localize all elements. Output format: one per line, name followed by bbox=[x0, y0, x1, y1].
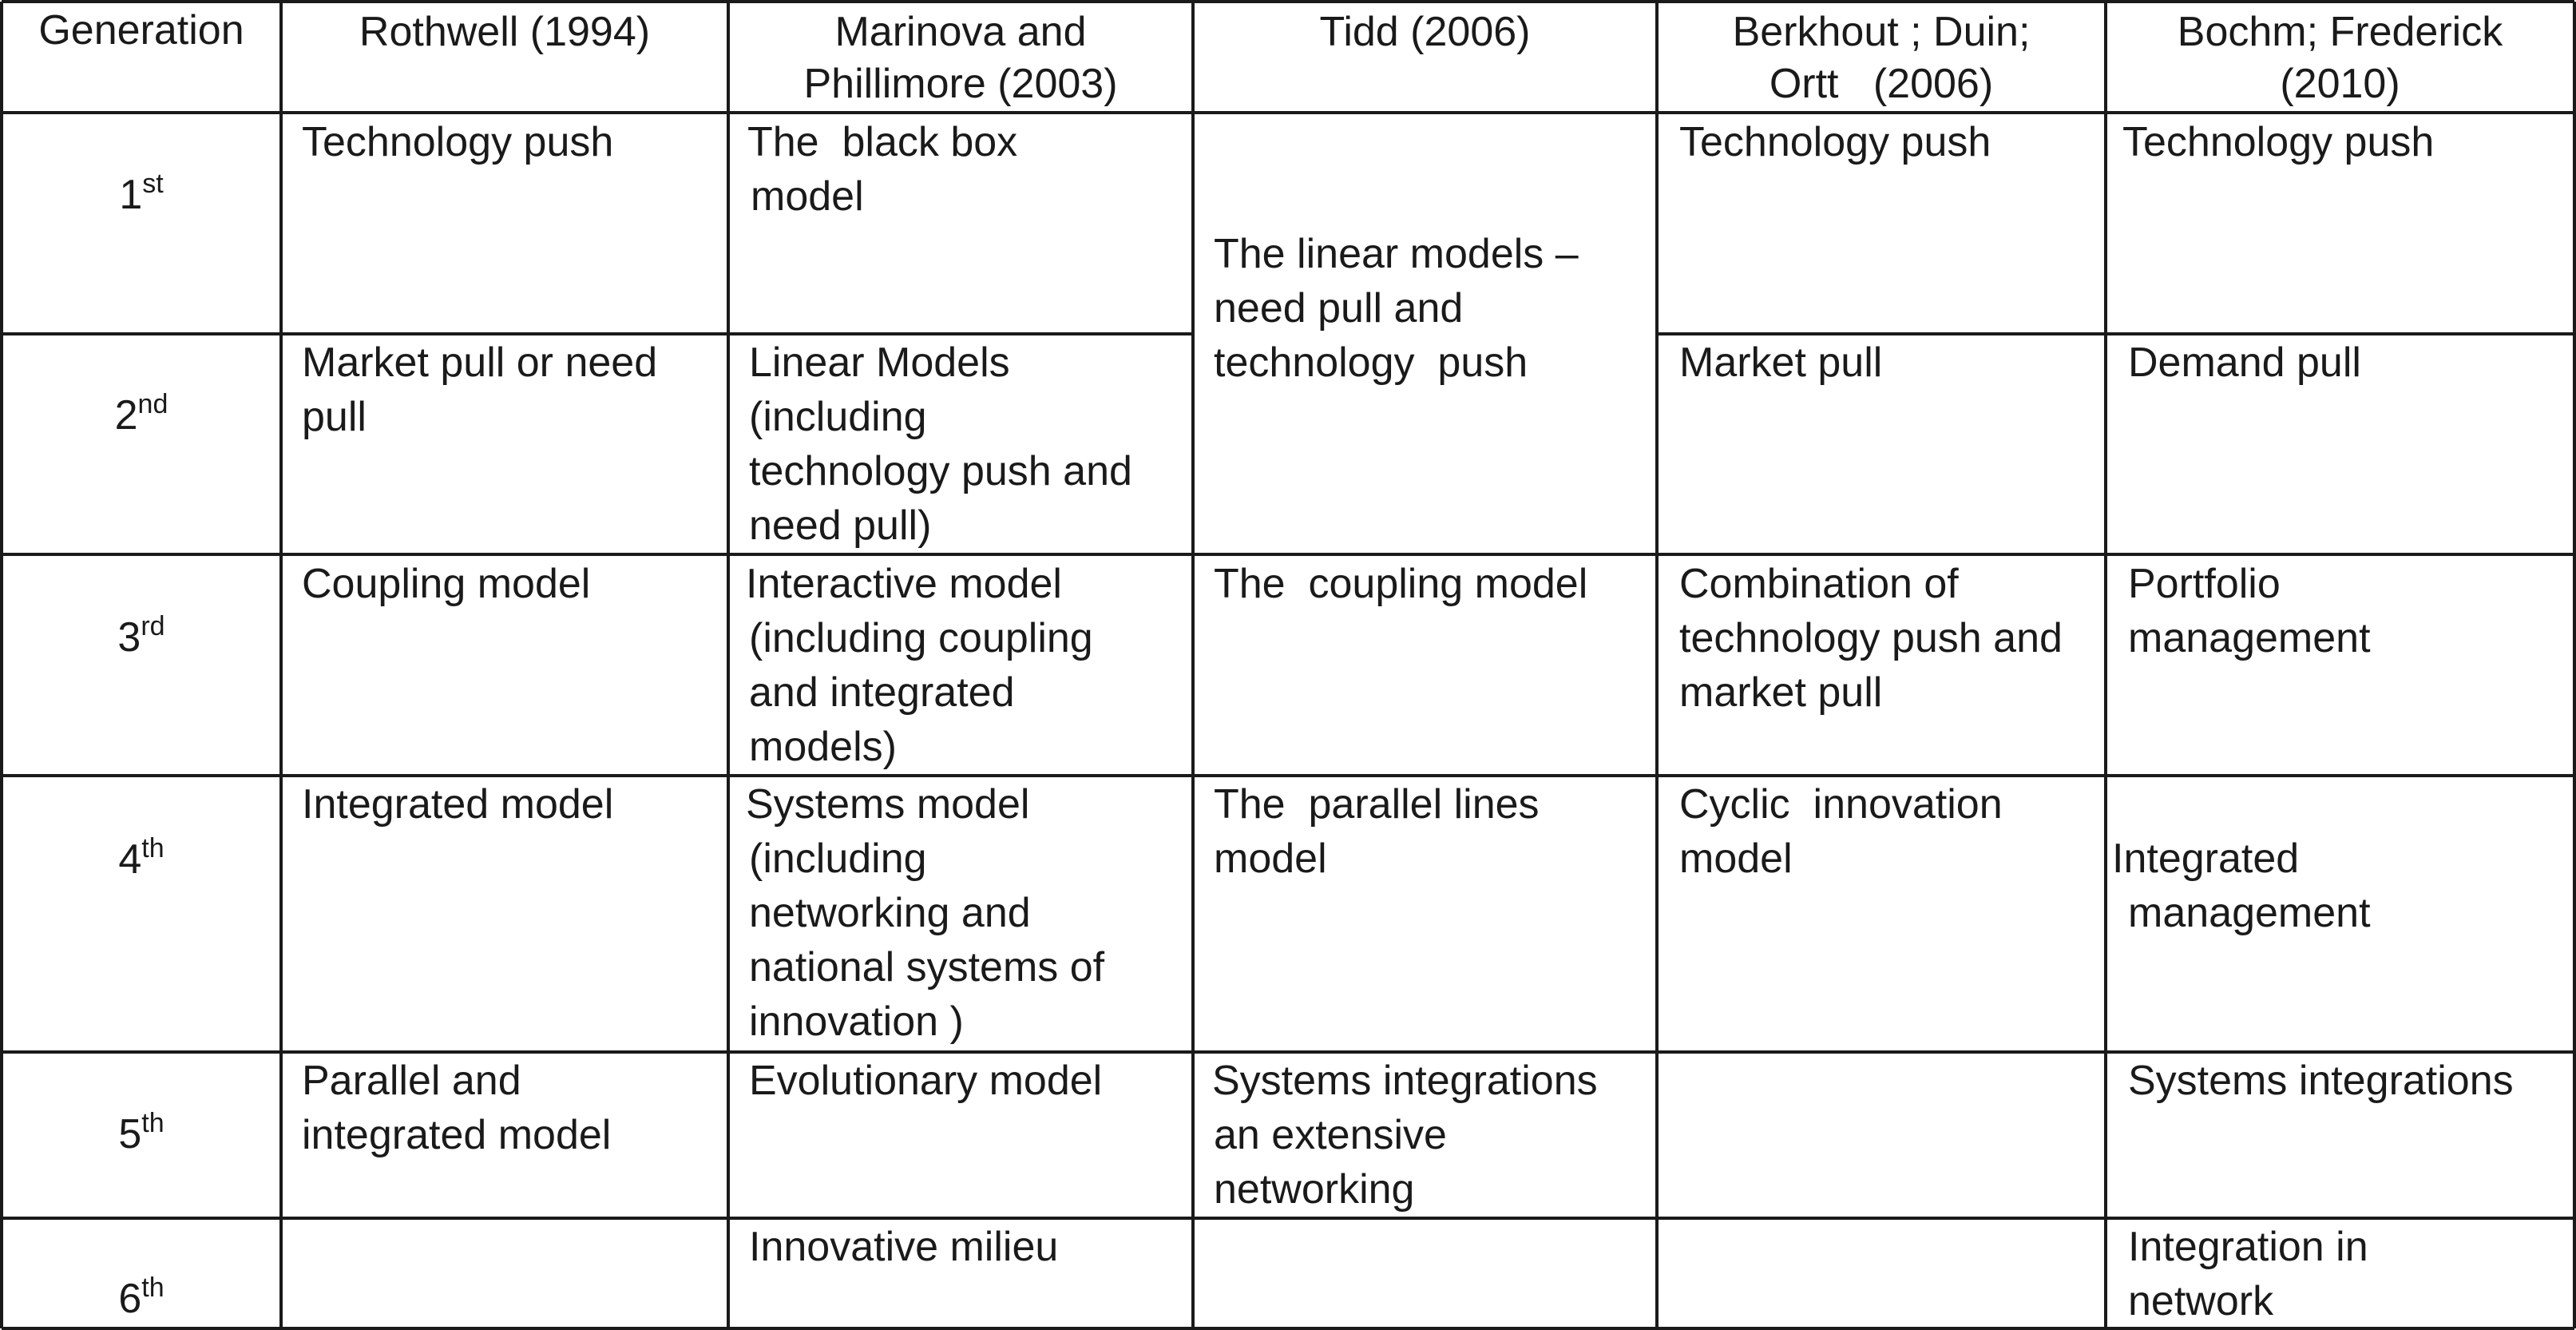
cell-text: Demand pull bbox=[2128, 339, 2361, 386]
cell-text: The linear models – bbox=[1214, 231, 1579, 277]
cell-text: integrated model bbox=[302, 1112, 612, 1158]
cell-text: models) bbox=[749, 724, 897, 770]
generation-label: 4th bbox=[118, 833, 164, 883]
cell-text: networking bbox=[1214, 1166, 1415, 1213]
cell-text: model bbox=[1679, 836, 1793, 882]
cell-text: management bbox=[2128, 890, 2371, 936]
header-berkhout-line1: Berkhout ; Duin; bbox=[1732, 9, 2031, 55]
cell-text: Technology push bbox=[302, 119, 614, 165]
cell-text: Technology push bbox=[1679, 119, 1991, 165]
header-rothwell: Rothwell (1994) bbox=[359, 9, 651, 55]
cell-text: Coupling model bbox=[302, 561, 591, 607]
header-marinova-line1: Marinova and bbox=[834, 9, 1087, 55]
cell-text: model bbox=[1214, 836, 1327, 882]
generation-label: 1st bbox=[119, 169, 164, 218]
cell-text: Evolutionary model bbox=[749, 1058, 1103, 1104]
header-generation: Generation bbox=[38, 7, 244, 54]
cell-text: pull bbox=[302, 394, 367, 440]
cell-text: Integrated bbox=[2112, 836, 2300, 882]
cell-text: (including bbox=[749, 836, 927, 882]
cell-text: Systems integrations bbox=[2128, 1058, 2514, 1104]
generation-label: 6th bbox=[118, 1272, 164, 1322]
cell-text: networking and bbox=[749, 890, 1031, 936]
cell-text: Parallel and bbox=[302, 1058, 521, 1104]
cell-text: and integrated bbox=[749, 669, 1015, 716]
cell-text: (including coupling bbox=[749, 615, 1093, 661]
header-bochm-line1: Bochm; Frederick bbox=[2177, 9, 2503, 55]
cell-text: Market pull or need bbox=[302, 339, 658, 386]
cell-text: Technology push bbox=[2122, 119, 2435, 165]
cell-text: national systems of bbox=[749, 944, 1105, 991]
cell-text: need pull) bbox=[749, 502, 932, 549]
generation-label: 2nd bbox=[114, 389, 168, 439]
cell-text: Interactive model bbox=[746, 561, 1062, 607]
header-bochm-line2: (2010) bbox=[2280, 61, 2400, 107]
cell-text: Cyclic innovation bbox=[1679, 781, 2003, 828]
cell-text: Integrated model bbox=[302, 781, 614, 828]
header-tidd: Tidd (2006) bbox=[1319, 9, 1531, 55]
cell-text: Innovative milieu bbox=[749, 1224, 1059, 1270]
cell-text: Integration in bbox=[2128, 1224, 2368, 1270]
cell-text: Systems model bbox=[746, 781, 1030, 828]
cell-text: (including bbox=[749, 394, 927, 440]
cell-text: innovation ) bbox=[749, 998, 964, 1045]
cell-text: need pull and bbox=[1214, 285, 1464, 332]
cell-text: Linear Models bbox=[749, 339, 1010, 386]
cell-text: model bbox=[751, 173, 864, 220]
cell-text: Portfolio bbox=[2128, 561, 2281, 607]
cell-text: The black box bbox=[747, 119, 1018, 165]
cell-text: technology push and bbox=[1679, 615, 2063, 661]
header-berkhout-line2: Ortt (2006) bbox=[1769, 61, 1994, 107]
generation-label: 3rd bbox=[117, 611, 165, 661]
cell-text: an extensive bbox=[1214, 1112, 1447, 1158]
cell-text: Combination of bbox=[1679, 561, 1959, 607]
cell-text: The coupling model bbox=[1214, 561, 1588, 607]
cell-text: management bbox=[2128, 615, 2371, 661]
cell-text: technology push and bbox=[749, 448, 1132, 494]
generation-label: 5th bbox=[118, 1108, 164, 1157]
cell-text: Market pull bbox=[1679, 339, 1883, 386]
cell-text: market pull bbox=[1679, 669, 1883, 716]
cell-text: The parallel lines bbox=[1214, 781, 1540, 828]
cell-text: Systems integrations bbox=[1212, 1058, 1598, 1104]
header-marinova-line2: Phillimore (2003) bbox=[803, 61, 1118, 107]
cell-text: technology push bbox=[1214, 339, 1528, 386]
cell-text: network bbox=[2128, 1278, 2274, 1324]
